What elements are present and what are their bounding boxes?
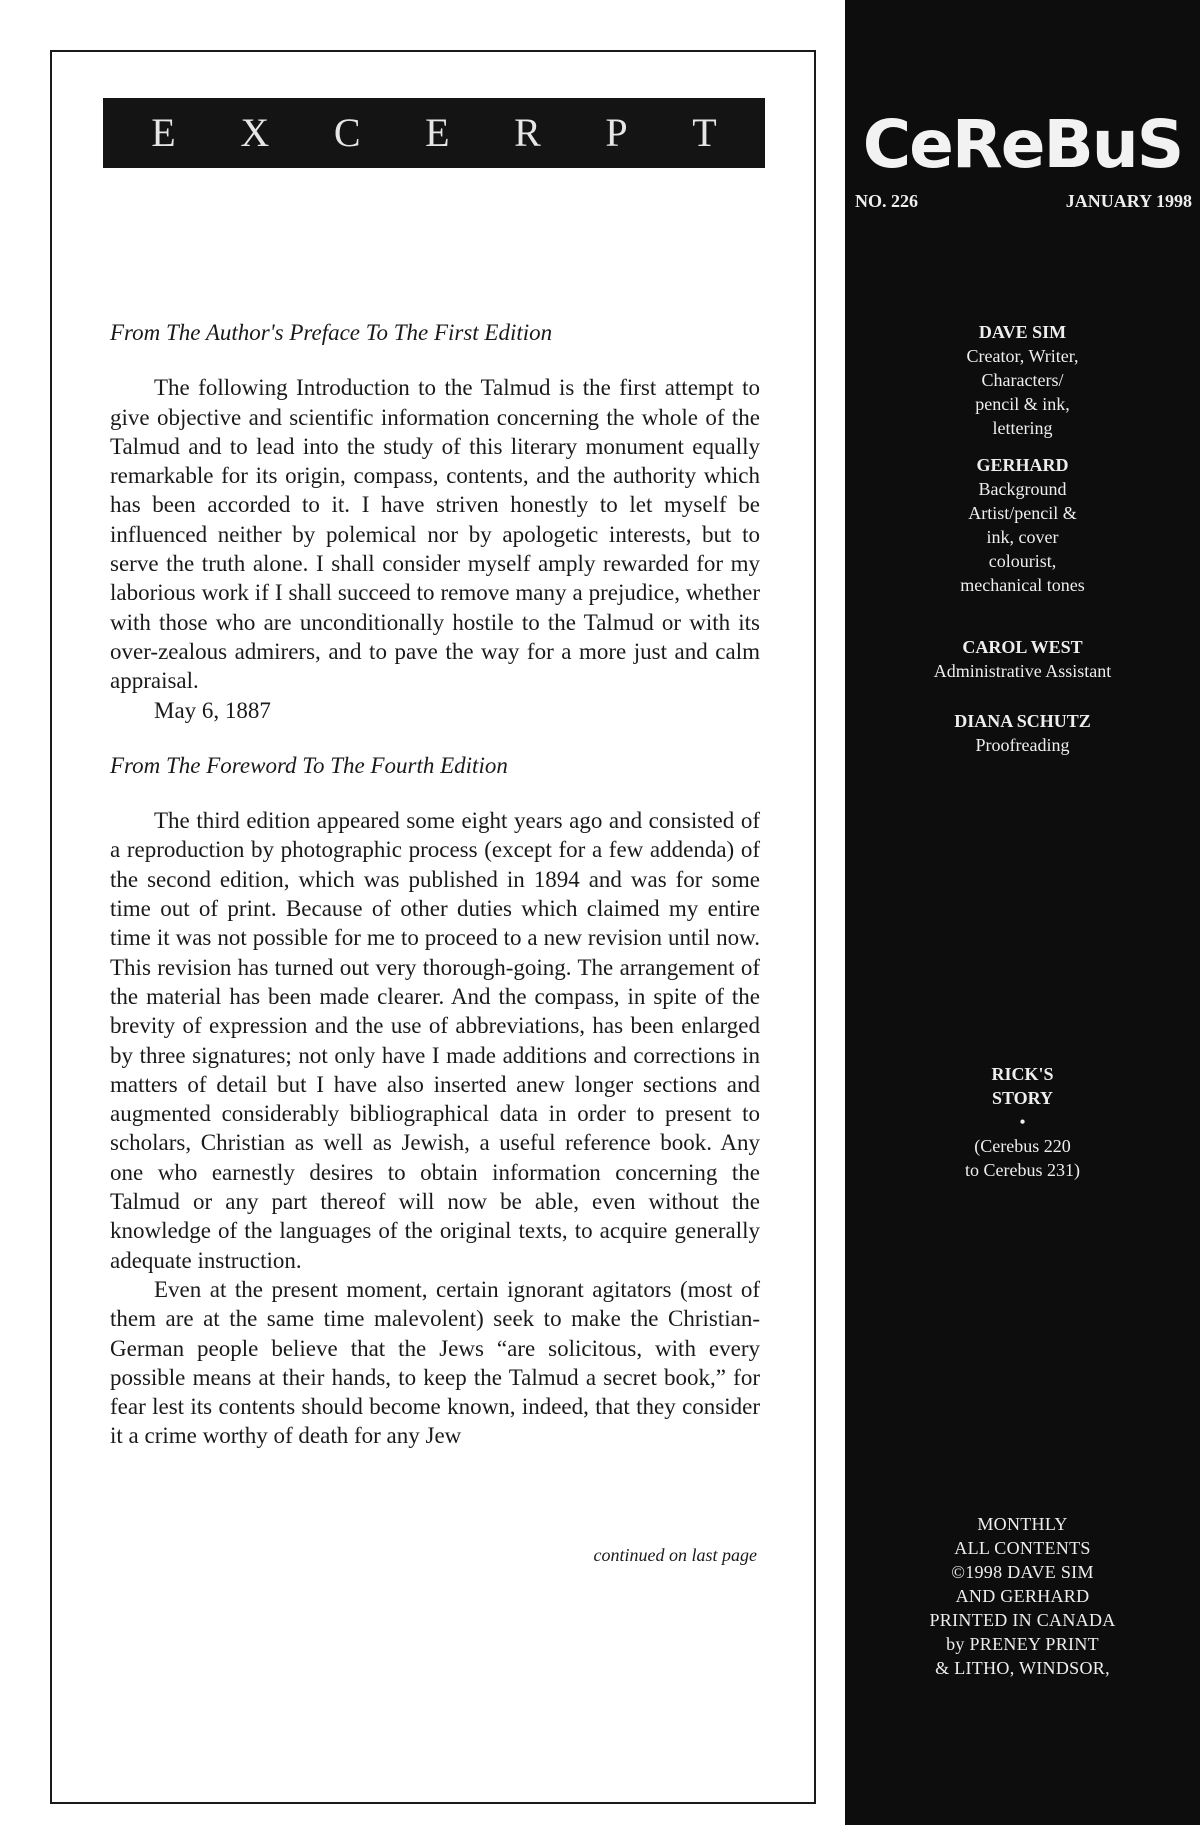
excerpt-banner — [103, 98, 765, 168]
banner-letter: X — [240, 110, 270, 155]
copyright-line: AND GERHARD — [955, 1586, 1090, 1606]
credit-role: lettering — [992, 418, 1053, 438]
section2-heading: From The Foreword To The Fourth Edition — [110, 752, 508, 778]
copyright-line: ©1998 DAVE SIM — [951, 1562, 1094, 1582]
continued-note: continued on last page — [593, 1545, 757, 1565]
credit-role: pencil & ink, — [975, 394, 1070, 414]
credit-role: mechanical tones — [960, 575, 1085, 595]
section2-paragraph-2: Even at the present moment, certain ignorant agitators (most of them are at the same time malevolent) seek to make the Christian-German people believe that the Jews “are solicitous, with every possible means at their hands, to keep the Talmud a secret book,” for fear lest its contents should become known, indeed, that they consider it a crime worthy of death for any Jew — [110, 1276, 760, 1449]
banner-letter: C — [333, 110, 361, 155]
banner-letter: P — [605, 110, 628, 155]
credit-dave-sim — [845, 320, 1200, 440]
credit-name: DAVE SIM — [978, 322, 1067, 342]
credit-role: Proofreading — [975, 735, 1070, 755]
issue-number: NO. 226 — [855, 191, 918, 211]
article-body — [110, 318, 760, 1451]
credit-gerhard — [845, 453, 1200, 597]
credit-role: colourist, — [988, 551, 1057, 571]
credit-role: Artist/pencil & — [968, 503, 1077, 523]
banner-letter: T — [692, 110, 717, 155]
story-info — [845, 1062, 1200, 1182]
copyright-block — [845, 1512, 1200, 1680]
copyright-line: MONTHLY — [977, 1514, 1068, 1534]
story-title: RICK'S — [991, 1064, 1054, 1084]
cerebus-logo: CeReBuS — [862, 106, 1183, 183]
section1-date: May 6, 1887 — [154, 697, 271, 723]
credit-name: DIANA SCHUTZ — [954, 711, 1091, 731]
credit-carol-west — [845, 635, 1200, 683]
issue-date: JANUARY 1998 — [1065, 191, 1192, 211]
credit-role: Creator, Writer, — [966, 346, 1079, 366]
credit-role: Characters/ — [981, 370, 1064, 390]
story-bullet: • — [1019, 1112, 1026, 1132]
credit-role: Background — [978, 479, 1067, 499]
credit-role: Administrative Assistant — [933, 661, 1112, 681]
credit-diana-schutz — [845, 709, 1200, 757]
credit-name: GERHARD — [976, 455, 1069, 475]
banner-letter: E — [151, 110, 176, 155]
section1-paragraph: The following Introduction to the Talmud is the first attempt to give objective and scientific information concerning the whole of the Talmud and to lead into the study of this literary monument equally remarkable for its origin, compass, contents, and the authority which has been accorded to it. I have striven honestly to let myself be influenced neither by polemical nor by apologetic interests, but to serve the truth alone. I shall consider myself amply rewarded for my laborious work if I shall succeed to remove many a prejudice, whether with those who are unconditionally hostile to the Talmud or with its over-zealous admirers, and to pave the way for a more just and calm appraisal. — [110, 375, 760, 694]
copyright-line: by PRENEY PRINT — [946, 1634, 1099, 1654]
banner-letter: E — [425, 110, 450, 155]
story-range: (Cerebus 220 — [974, 1136, 1071, 1156]
credit-name: CAROL WEST — [962, 637, 1083, 657]
credit-role: ink, cover — [986, 527, 1059, 547]
copyright-line: & LITHO, WINDSOR, — [935, 1658, 1110, 1678]
section1-heading: From The Author's Preface To The First Edition — [110, 320, 553, 345]
story-range: to Cerebus 231) — [965, 1160, 1080, 1180]
story-title: STORY — [991, 1088, 1054, 1108]
banner-letter: R — [514, 110, 541, 155]
masthead-sidebar — [845, 0, 1200, 1825]
section2-paragraph-1: The third edition appeared some eight years ago and consisted of a reproduction by photographic process (except for a few addenda) of the second edition, which was published in 1894 and was for some time out of print. Because of other duties which claimed my entire time it was not possible for me to proceed to a new revision until now. This revision has turned out very thorough-going. The arrangement of the material has been made clearer. And the compass, in spite of the brevity of expression and the use of abbreviations, has been enlarged by three signatures; not only have I made additions and corrections in matters of detail but I have also inserted anew longer sections and augmented considerably bibliographical data in order to present to scholars, Christian as well as Jewish, a useful reference book. Any one who earnestly desires to obtain information concerning the Talmud or any part thereof will now be able, even without the knowledge of the languages of the original texts, to acquire generally adequate instruction. — [110, 808, 760, 1273]
issue-line — [855, 191, 1192, 212]
copyright-line: PRINTED IN CANADA — [929, 1610, 1116, 1630]
copyright-line: ALL CONTENTS — [954, 1538, 1091, 1558]
